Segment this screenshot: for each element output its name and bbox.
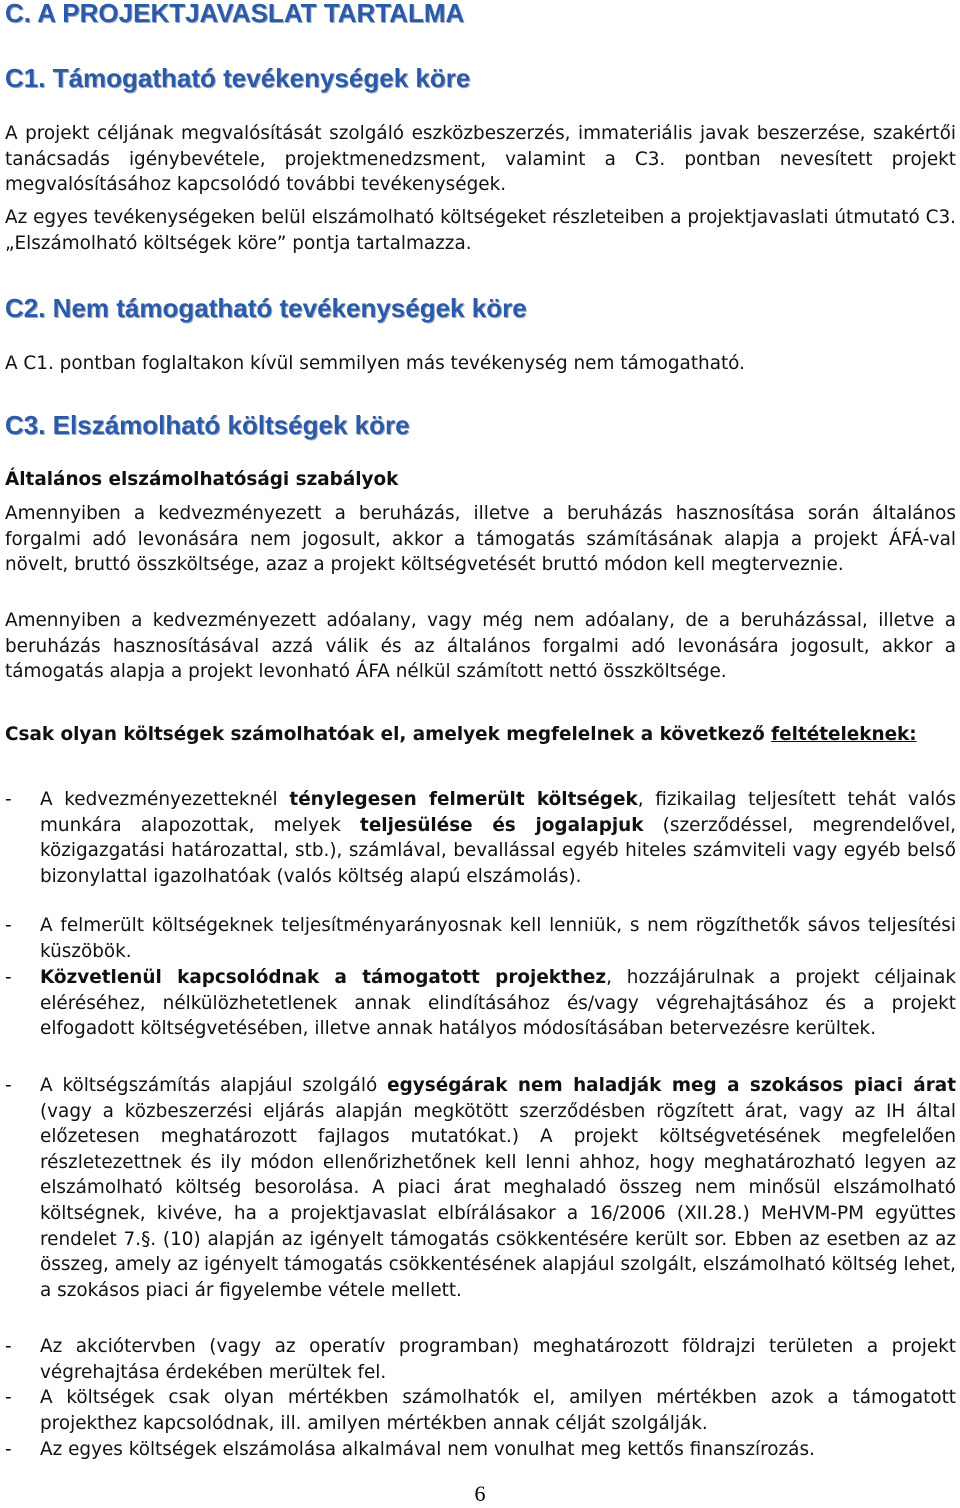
text-run-bold: teljesülése és jogalapjuk — [360, 814, 644, 836]
text-run: A költségszámítás alapjául szolgáló — [40, 1075, 388, 1096]
list-dash: - — [5, 1336, 12, 1357]
text-run-bold: ténylegesen felmerült költségek — [289, 789, 638, 810]
section-c3-subheading: Általános elszámolhatósági szabályok — [5, 469, 399, 490]
condition-item-4-text — [40, 1073, 956, 1303]
page-number: 6 — [474, 1481, 486, 1506]
section-c2-paragraph-1: A C1. pontban foglaltakon kívül semmilyen más tevékenység nem támogatható. — [5, 353, 745, 374]
section-c3-paragraph-2: Amennyiben a kedvezményezett adóalany, vagy még nem adóalany, de a beruházással, illetve a beruházás hasznosításával azzá válik és az általános forgalmi adó levonására jogosult, akkor a támogatás alapja a projekt levonható ÁFA nélkül számított nettó összköltsége. — [5, 610, 956, 683]
text-run: , fizikailag teljesített tehát valós munkára alapozottak, melyek — [40, 789, 957, 836]
list-dash: - — [5, 1075, 12, 1096]
section-c3-heading: C3. Elszámolható költségek köre — [5, 410, 410, 440]
condition-item-7-text: Az egyes költségek elszámolása alkalmával nem vonulhat meg kettős finanszírozás. — [40, 1439, 815, 1460]
text-run: , hozzájárulnak a projekt céljainak eléréséhez, nélkülözhetetlenek annak elindításához és/vagy végrehajtásához és a projekt elfogadott költségvetésében, illetve annak hatályos módosításában betervezésre kerültek. — [40, 967, 956, 1040]
condition-item-2-text: A felmerült költségeknek teljesítményarányosnak kell lenniük, s nem rögzíthetők sávos teljesítési küszöbök. — [40, 915, 956, 962]
condition-item-6-text: A költségek csak olyan mértékben számolhatók el, amilyen mértékben azok a támogatott projekthez kapcsolódnak, ill. amilyen mértékben annak célját szolgálják. — [40, 1387, 956, 1434]
text-run: (vagy a közbeszerzési eljárás alapján megkötött szerződésben rögzített árat, vagy az IH által előzetesen meghatározott fajlagos mutatókat.) A projekt költségvetésének megfelelően részletezettnek és ily módon ellenőrizhetőnek kell lenni ahhoz, hogy meghatározható legyen az elszámolható költség besorolása. A piaci árat meghaladó összeg nem minősül elszámolható költségnek, kivéve, ha a projektjavaslat elbírálásakor a 16/2006 (XII.28.) MeHVM-PM együttes rendelet 7.§. (10) alapján az igényelt támogatás csökkentésére került sor. Ebben az esetben az az összeg, amely az igényelt támogatás csökkentésének alapjául szolgált, elszámolható költség lehet, a szokásos piaci ár figyelembe vétele mellett. — [40, 1100, 956, 1301]
section-c2-heading: C2. Nem támogatható tevékenységek köre — [5, 293, 527, 323]
list-dash: - — [5, 789, 12, 810]
section-c3-paragraph-1: Amennyiben a kedvezményezett a beruházás, illetve a beruházás hasznosítása során általános forgalmi adó levonására nem jogosult, akkor a támogatás számításának alapja a projekt ÁFÁ-val növelt, bruttó összköltsége, azaz a projekt költségvetését bruttó módon kell megterveznie. — [5, 503, 956, 576]
list-dash: - — [5, 1439, 12, 1460]
condition-item-3-text — [40, 965, 956, 1042]
list-dash: - — [5, 967, 12, 988]
conditions-lead-line-2: feltételeknek: — [771, 724, 917, 745]
text-run: (szerződéssel, megrendelővel, közigazgatási határozattal, stb.), számlával, bevallással egyéb hiteles számviteli vagy egyéb belső bizonylattal igazolhatóak (valós költség alapú elszámolás). — [40, 814, 957, 887]
text-run-bold: egységárak nem haladják meg a szokásos piaci árat — [387, 1075, 956, 1096]
list-dash: - — [5, 915, 12, 936]
section-c1-paragraph-2: Az egyes tevékenységeken belül elszámolható költségeket részleteiben a projektjavaslati útmutató C3. „Elszámolható költségek köre” pontja tartalmazza. — [5, 207, 956, 254]
conditions-lead — [5, 722, 956, 748]
section-c1-paragraph-1: A projekt céljának megvalósítását szolgáló eszközbeszerzés, immateriális javak beszerzése, szakértői tanácsadás igénybevétele, projektmenedzsment, valamint a C3. pontban nevesített projekt megvalósításához kapcsolódó további tevékenységek. — [5, 123, 956, 196]
page-title: C. A PROJEKTJAVASLAT TARTALMA — [5, 0, 465, 28]
section-c1-heading: C1. Támogatható tevékenységek köre — [5, 63, 471, 93]
list-dash: - — [5, 1387, 12, 1408]
conditions-lead-line-1: Csak olyan költségek számolhatóak el, amelyek megfelelnek a következő — [5, 724, 765, 745]
text-run-bold: Közvetlenül kapcsolódnak a támogatott projekthez — [40, 967, 607, 988]
condition-item-1-text — [40, 787, 956, 889]
condition-item-5-text: Az akciótervben (vagy az operatív programban) meghatározott földrajzi területen a projekt végrehajtása érdekében merültek fel. — [40, 1336, 956, 1383]
text-run: A kedvezményezetteknél — [40, 789, 290, 810]
